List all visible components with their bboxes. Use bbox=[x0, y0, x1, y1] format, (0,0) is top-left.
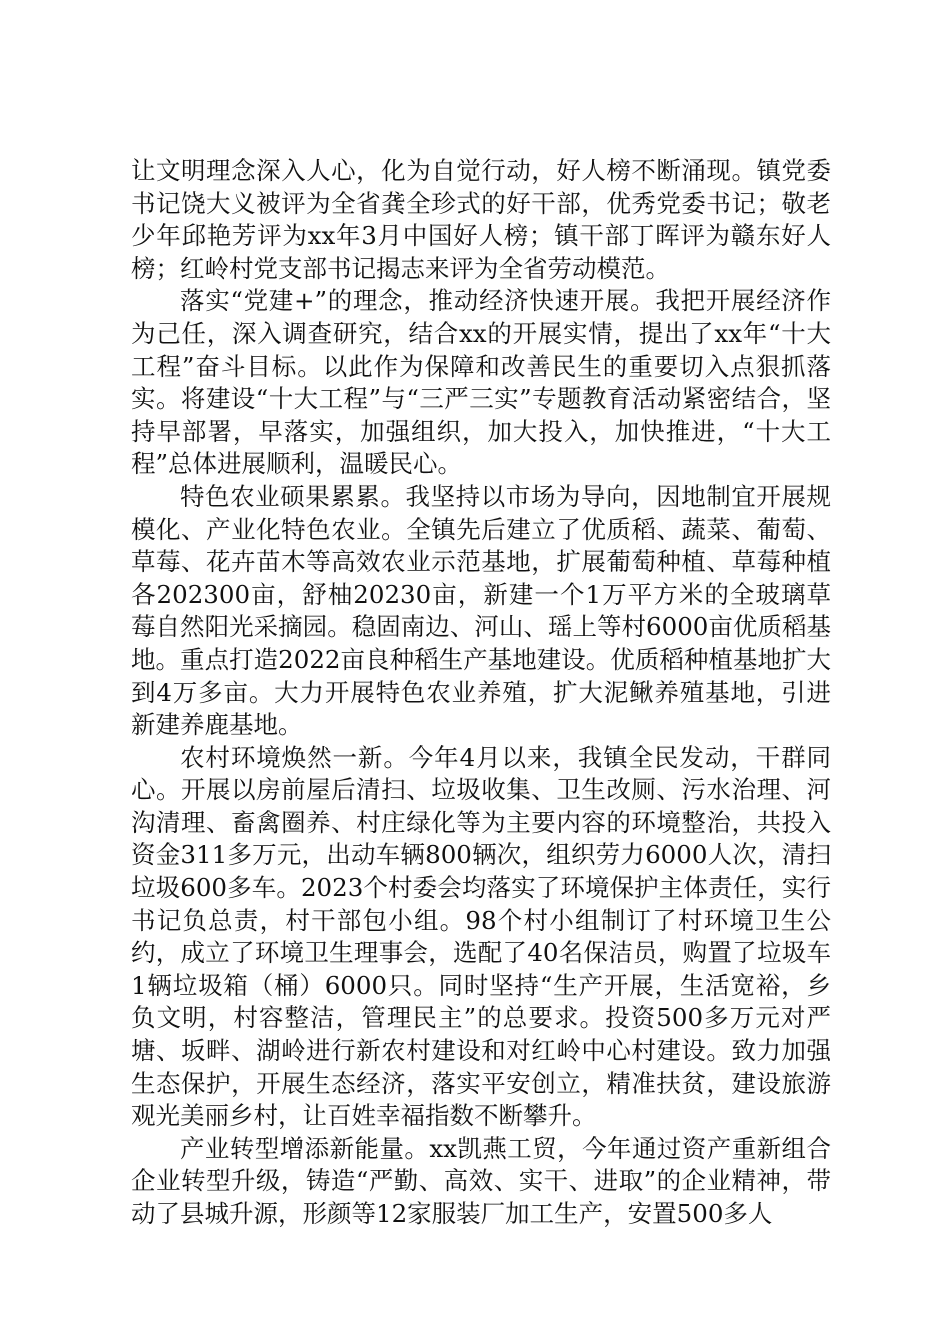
document-body bbox=[131, 155, 831, 1231]
paragraph-agriculture: 特色农业硕果累累。我坚持以市场为导向，因地制宜开展规模化、产业化特色农业。全镇先后建立了优质稻、蔬菜、葡萄、草莓、花卉苗木等高效农业示范基地，扩展葡萄种植、草莓种植各202300亩，舒柚20230亩，新建一个1万平方米的全玻璃草莓自然阳光采摘园。稳固南边、河山、瑶上等村6000亩优质稻基地。重点打造2022亩良种稻生产基地建设。优质稻种植基地扩大到4万多亩。大力开展特色农业养殖，扩大泥鳅养殖基地，引进新建养鹿基地。 bbox=[131, 481, 831, 740]
paragraph-rural-environment: 农村环境焕然一新。今年4月以来，我镇全民发动，干群同心。开展以房前屋后清扫、垃圾收集、卫生改厕、污水治理、河沟清理、畜禽圈养、村庄绿化等为主要内容的环境整治，共投入资金311多万元，出动车辆800辆次，组织劳力6000人次，清扫垃圾600多车。2023个村委会均落实了环境保护主体责任，实行书记负总责，村干部包小组。98个村小组制订了村环境卫生公约，成立了环境卫生理事会，选配了40名保洁员，购置了垃圾车1辆垃圾箱（桶）6000只。同时坚持“生产开展，生活宽裕，乡负文明，村容整洁，管理民主”的总要求。投资500多万元对严塘、坂畔、湖岭进行新农村建设和对红岭中心村建设。致力加强生态保护，开展生态经济，落实平安创立，精准扶贫，建设旅游观光美丽乡村，让百姓幸福指数不断攀升。 bbox=[131, 742, 831, 1131]
paragraph-civilization: 让文明理念深入人心，化为自觉行动，好人榜不断涌现。镇党委书记饶大义被评为全省龚全珍式的好干部，优秀党委书记；敬老少年邱艳芳评为xx年3月中国好人榜；镇干部丁晖评为赣东好人榜；红岭村党支部书记揭志来评为全省劳动模范。 bbox=[131, 156, 831, 283]
paragraph-industry-transformation: 产业转型增添新能量。xx凯燕工贸，今年通过资产重新组合企业转型升级，铸造“严勤、高效、实干、进取”的企业精神，带动了县城升源，形颜等12家服装厂加工生产，安置500多人 bbox=[131, 1133, 831, 1228]
paragraph-party-building: 落实“党建+”的理念，推动经济快速开展。我把开展经济作为己任，深入调查研究，结合xx的开展实情，提出了xx年“十大工程”奋斗目标。以此作为保障和改善民生的重要切入点狠抓落实。将建设“十大工程”与“三严三实”专题教育活动紧密结合，坚持早部署，早落实，加强组织，加大投入，加快推进，“十大工程”总体进展顺利，温暖民心。 bbox=[131, 286, 831, 479]
